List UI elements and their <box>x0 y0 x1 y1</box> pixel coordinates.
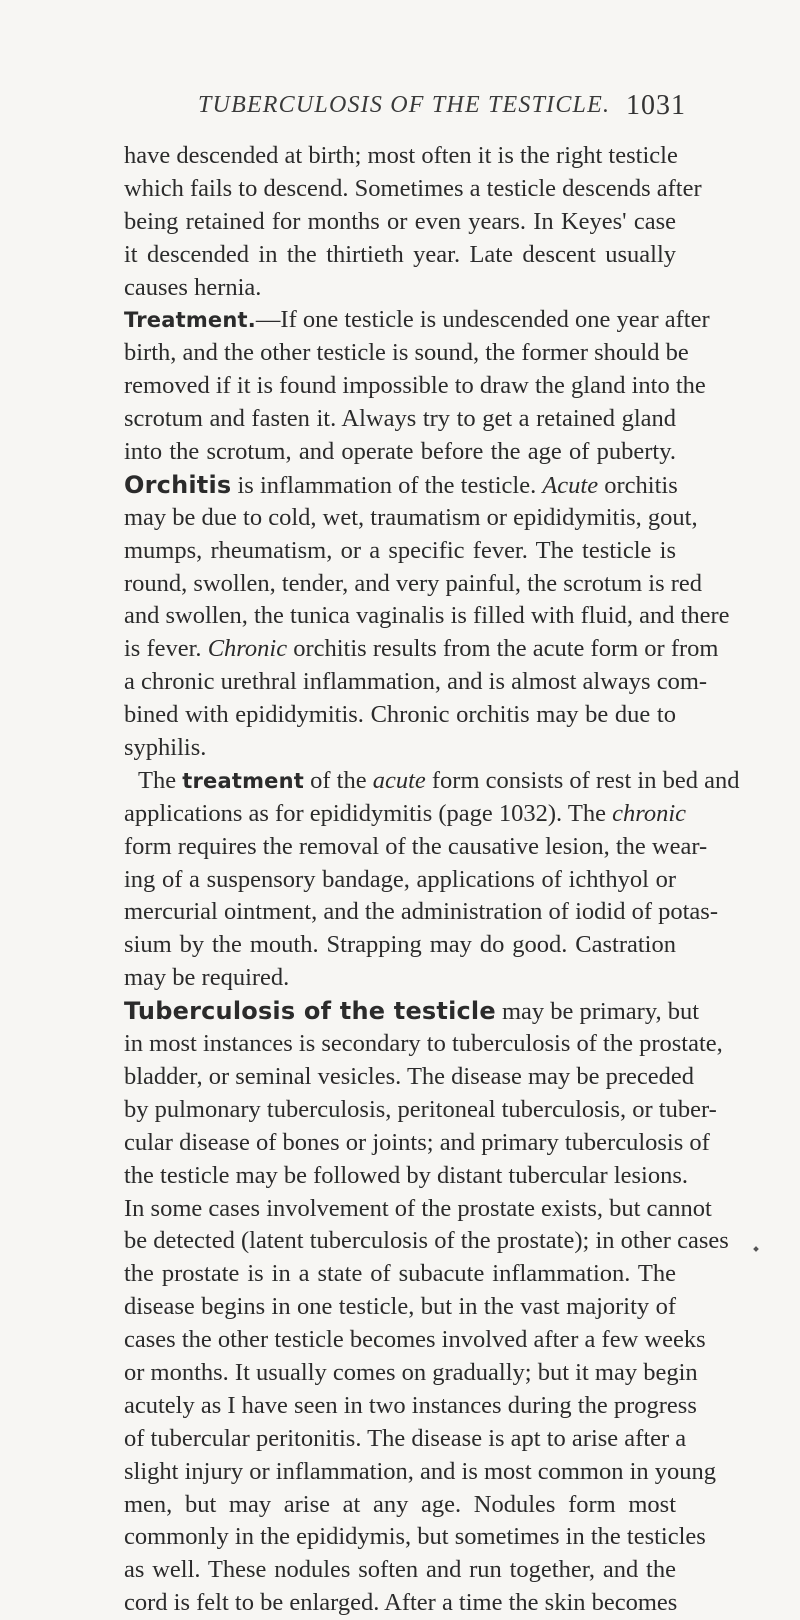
text-line: mercurial ointment, and the administration of iodid of potas- <box>124 898 718 926</box>
heading-treatment-orchitis: treatment <box>182 768 304 793</box>
text-line: syphilis. <box>124 734 207 762</box>
text-line: cular disease of bones or joints; and primary tuberculosis of <box>124 1128 710 1156</box>
text-line: birth, and the other testicle is sound, the former should be <box>124 339 689 367</box>
text-line: of tubercular peritonitis. The disease is apt to arise after a <box>124 1424 687 1452</box>
heading-orchitis: Orchitis <box>124 470 232 499</box>
text-line: mumps, rheumatism, or a specific fever. The testicle is <box>124 536 676 564</box>
text-line: cases the other testicle becomes involved after a few weeks <box>124 1326 706 1354</box>
heading-tuberculosis: Tuberculosis of the testicle <box>124 997 496 1026</box>
text-line: in most instances is secondary to tuberculosis of the prostate, <box>124 1030 723 1058</box>
text-line: men, but may arise at any age. Nodules form most <box>124 1490 676 1518</box>
text-line: have descended at birth; most often it is the right testicle <box>124 142 678 169</box>
text-line: removed if it is found impossible to draw the gland into the <box>124 372 706 400</box>
chapter-title: TUBERCULOSIS OF THE TESTICLE. <box>198 92 611 118</box>
body-text <box>124 140 740 1620</box>
print-mark <box>753 1246 759 1252</box>
text-line: and swollen, the tunica vaginalis is filled with fluid, and there <box>124 602 730 630</box>
text-line: Tuberculosis of the testicle may be primary, but <box>124 997 700 1026</box>
text-line: ing of a suspensory bandage, applications of ichthyol or <box>124 865 676 893</box>
text-line: the prostate is in a state of subacute inflammation. The <box>124 1260 676 1288</box>
text-line: be detected (latent tuberculosis of the prostate); in other cases <box>124 1227 729 1255</box>
text-line: cord is felt to be enlarged. After a time the skin becomes <box>124 1589 678 1617</box>
text-line: slight injury or inflammation, and is most common in young <box>124 1457 717 1485</box>
text-line: sium by the mouth. Strapping may do good. Castration <box>124 931 676 959</box>
text-line: a chronic urethral inflammation, and is almost always com- <box>124 668 708 696</box>
text-line: Orchitis is inflammation of the testicle. Acute orchitis <box>124 470 678 499</box>
text-line: causes hernia. <box>124 273 262 301</box>
text-line: by pulmonary tuberculosis, peritoneal tuberculosis, or tuber- <box>124 1095 717 1123</box>
text-line: may be required. <box>124 964 290 992</box>
text-line: commonly in the epididymis, but sometimes in the testicles <box>124 1523 706 1551</box>
text-line: bined with epididymitis. Chronic orchitis may be due to <box>124 701 676 729</box>
text-line: form requires the removal of the causative lesion, the wear- <box>124 832 708 860</box>
text-line: as well. These nodules soften and run together, and the <box>124 1556 676 1584</box>
text-line: or months. It usually comes on gradually; but it may begin <box>124 1358 698 1386</box>
text-line: bladder, or seminal vesicles. The disease may be preceded <box>124 1062 695 1090</box>
text-line: round, swollen, tender, and very painful, the scrotum is red <box>124 569 703 597</box>
running-head <box>0 92 800 130</box>
heading-treatment: Treatment. <box>124 308 256 333</box>
text-line: the testicle may be followed by distant tubercular lesions. <box>124 1161 689 1189</box>
text-line: may be due to cold, wet, traumatism or epididymitis, gout, <box>124 503 698 531</box>
text-line: scrotum and fasten it. Always try to get a retained gland <box>124 405 676 433</box>
text-line: applications as for epididymitis (page 1032). The chronic <box>124 799 687 827</box>
text-line: which fails to descend. Sometimes a testicle descends after <box>124 174 702 202</box>
page-number: 1031 <box>626 90 686 121</box>
text-line: The treatment of the acute form consists of rest in bed and <box>138 766 740 794</box>
text-line: Treatment.—If one testicle is undescended one year after <box>124 306 710 334</box>
text-line: In some cases involvement of the prostate exists, but cannot <box>124 1194 712 1222</box>
text-line: disease begins in one testicle, but in the vast majority of <box>124 1293 676 1321</box>
text-line: acutely as I have seen in two instances during the progress <box>124 1391 697 1419</box>
text-line: being retained for months or even years. In Keyes' case <box>124 207 676 235</box>
text-line: is fever. Chronic orchitis results from the acute form or from <box>124 635 719 663</box>
text-line: it descended in the thirtieth year. Late descent usually <box>124 240 676 268</box>
text-line: into the scrotum, and operate before the age of puberty. <box>124 438 676 466</box>
